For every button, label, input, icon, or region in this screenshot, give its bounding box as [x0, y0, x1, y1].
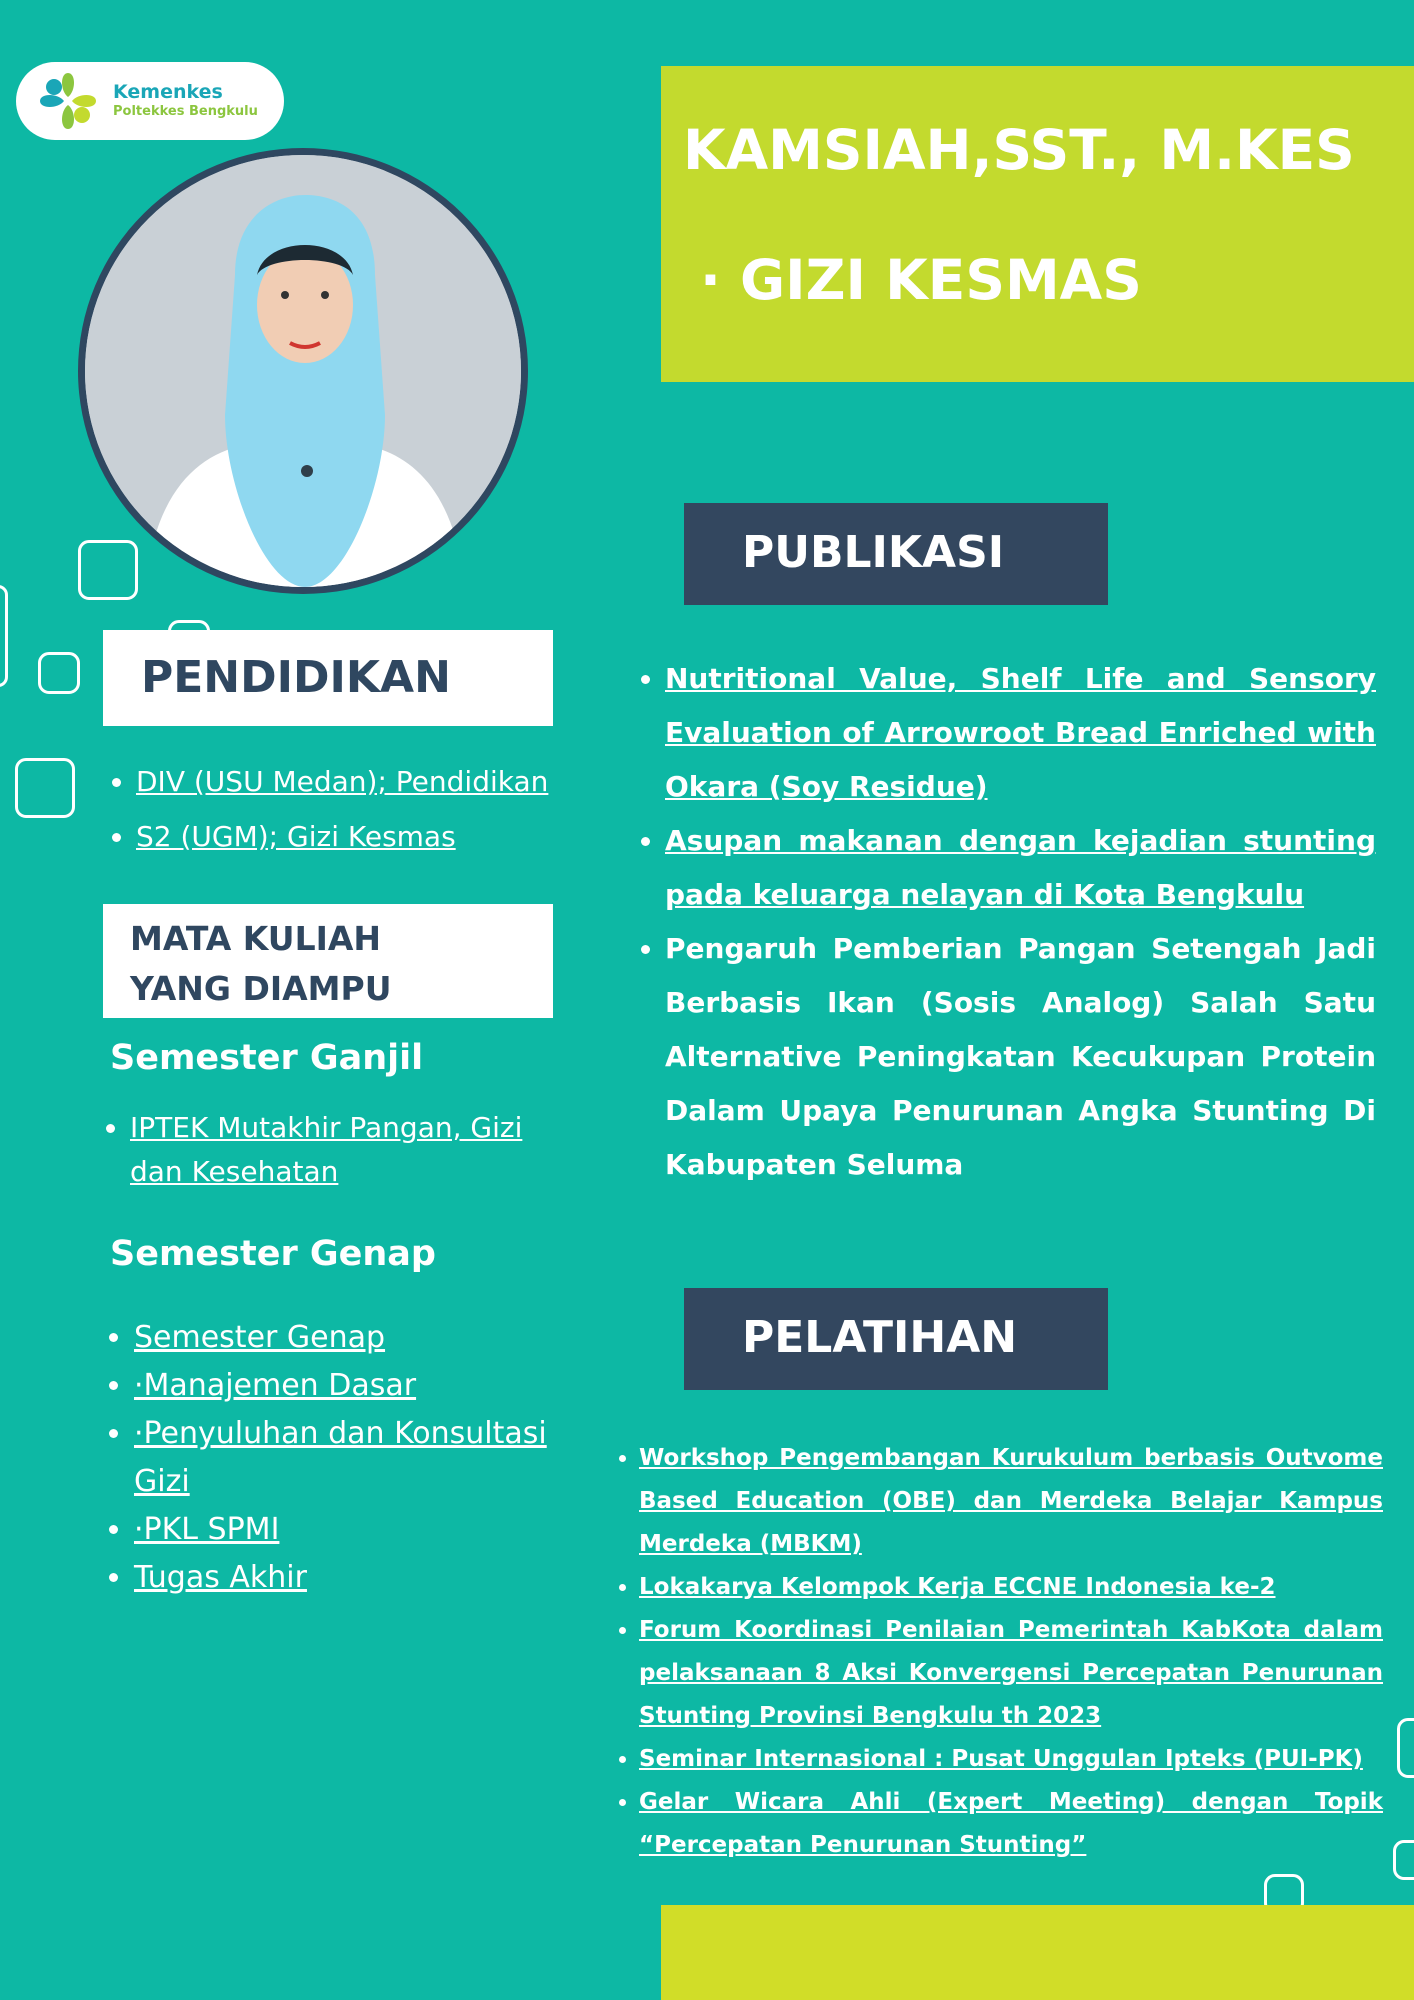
decor-square [38, 652, 80, 694]
semester-ganjil-heading: Semester Ganjil [110, 1038, 424, 1078]
publikasi-list [632, 652, 1376, 1192]
pelatihan-list [608, 1437, 1383, 1867]
pelatihan-heading [684, 1288, 1108, 1390]
pendidikan-list [104, 754, 624, 864]
list-item[interactable]: • Asupan makanan dengan kejadian stunting pada keluarga nelayan di Kota Bengkulu [665, 814, 1376, 922]
publikasi-title: PUBLIKASI [742, 527, 1005, 578]
portrait-illustration [85, 155, 521, 587]
list-item[interactable]: • Seminar Internasional : Pusat Unggulan Ipteks (PUI-PK) [639, 1738, 1383, 1781]
footer-block [661, 1905, 1414, 2000]
mata-kuliah-heading [103, 904, 553, 1018]
kemenkes-logo-icon [36, 69, 100, 133]
decor-square [1397, 1718, 1414, 1778]
semester-genap-list [100, 1314, 570, 1602]
list-item[interactable]: • S2 (UGM); Gizi Kesmas [136, 809, 624, 864]
lecturer-name: KAMSIAH,SST., M.KES [683, 118, 1355, 182]
profile-photo [78, 148, 528, 594]
pelatihan-title: PELATIHAN [742, 1312, 1018, 1363]
semester-genap-heading: Semester Genap [110, 1234, 436, 1274]
logo-subtitle: Poltekkes Bengkulu [113, 104, 258, 119]
mata-kuliah-title-line2: YANG DIAMPU [130, 969, 392, 1008]
publikasi-heading [684, 503, 1108, 605]
list-item[interactable]: • ·Manajemen Dasar [134, 1362, 570, 1410]
decor-square [78, 540, 138, 600]
semester-ganjil-list [98, 1106, 578, 1194]
logo-title: Kemenkes [113, 81, 223, 103]
decor-square [0, 585, 8, 687]
list-item[interactable]: • Gelar Wicara Ahli (Expert Meeting) dengan Topik “Percepatan Penurunan Stunting” [639, 1781, 1383, 1867]
list-item[interactable]: • DIV (USU Medan); Pendidikan [136, 754, 624, 809]
header-block [661, 66, 1414, 382]
mata-kuliah-title-line1: MATA KULIAH [130, 919, 382, 958]
list-item: • Pengaruh Pemberian Pangan Setengah Jadi Berbasis Ikan (Sosis Analog) Salah Satu Alternative Peningkatan Kecukupan Protein Dalam Upaya Penurunan Angka Stunting Di Kabupaten Seluma [665, 922, 1376, 1192]
list-item[interactable]: • ·Penyuluhan dan Konsultasi Gizi [134, 1410, 570, 1506]
list-item[interactable]: • Lokakarya Kelompok Kerja ECCNE Indonesia ke-2 [639, 1566, 1383, 1609]
mata-kuliah-title [130, 914, 392, 1014]
decor-square [1393, 1840, 1414, 1880]
list-item[interactable]: • Forum Koordinasi Penilaian Pemerintah KabKota dalam pelaksanaan 8 Aksi Konvergensi Percepatan Penurunan Stunting Provinsi Bengkulu th 2023 [639, 1609, 1383, 1738]
pendidikan-heading [103, 630, 553, 726]
list-item[interactable]: • Workshop Pengembangan Kurukulum berbasis Outvome Based Education (OBE) dan Merdeka Belajar Kampus Merdeka (MBKM) [639, 1437, 1383, 1566]
list-item[interactable]: • Tugas Akhir [134, 1554, 570, 1602]
list-item[interactable]: • Nutritional Value, Shelf Life and Sensory Evaluation of Arrowroot Bread Enriched with Okara (Soy Residue) [665, 652, 1376, 814]
lecturer-subject: · GIZI KESMAS [700, 248, 1142, 312]
pendidikan-title: PENDIDIKAN [141, 652, 451, 703]
list-item[interactable]: • ·PKL SPMI [134, 1506, 570, 1554]
decor-square [15, 758, 75, 818]
kemenkes-logo [16, 62, 284, 140]
list-item[interactable]: • Semester Genap [134, 1314, 570, 1362]
list-item[interactable]: • IPTEK Mutakhir Pangan, Gizi dan Kesehatan [130, 1106, 578, 1194]
